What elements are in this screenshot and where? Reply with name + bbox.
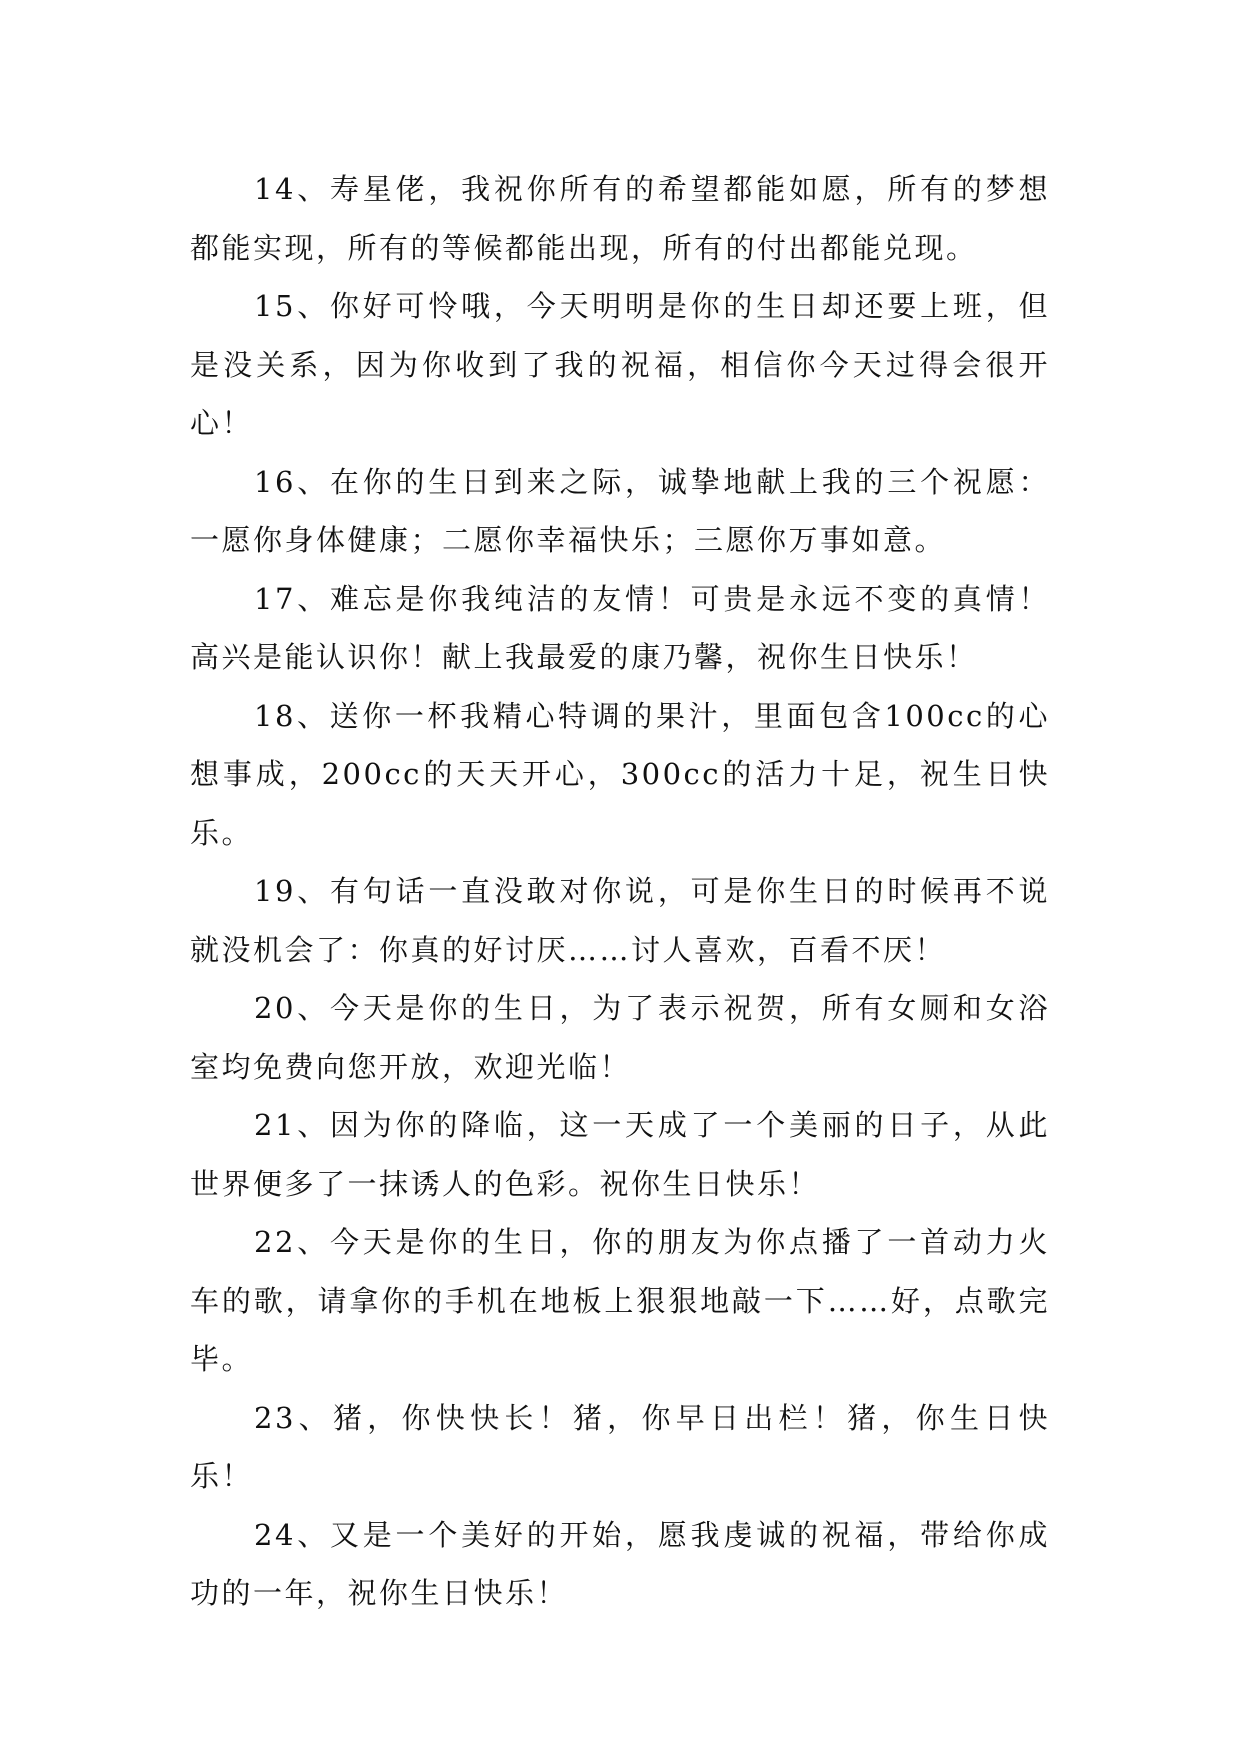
paragraph-21: 21、因为你的降临，这一天成了一个美丽的日子，从此世界便多了一抹诱人的色彩。祝你生日快乐！ — [190, 1108, 1050, 1201]
paragraph-20: 20、今天是你的生日，为了表示祝贺，所有女厕和女浴室均免费向您开放，欢迎光临！ — [190, 991, 1050, 1084]
paragraph-16: 16、在你的生日到来之际，诚挚地献上我的三个祝愿：一愿你身体健康；二愿你幸福快乐；三愿你万事如意。 — [190, 464, 1050, 557]
document-body — [190, 160, 1050, 1623]
paragraph-19: 19、有句话一直没敢对你说，可是你生日的时候再不说就没机会了：你真的好讨厌……讨人喜欢，百看不厌！ — [190, 874, 1050, 967]
paragraph-17: 17、难忘是你我纯洁的友情！可贵是永远不变的真情！高兴是能认识你！献上我最爱的康乃馨，祝你生日快乐！ — [190, 581, 1050, 674]
paragraph-18: 18、送你一杯我精心特调的果汁，里面包含100cc的心想事成，200cc的天天开心，300cc的活力十足，祝生日快乐。 — [190, 698, 1050, 850]
paragraph-15: 15、你好可怜哦，今天明明是你的生日却还要上班，但是没关系，因为你收到了我的祝福，相信你今天过得会很开心！ — [190, 289, 1050, 440]
paragraph-24: 24、又是一个美好的开始，愿我虔诚的祝福，带给你成功的一年，祝你生日快乐！ — [190, 1517, 1050, 1610]
paragraph-22: 22、今天是你的生日，你的朋友为你点播了一首动力火车的歌，请拿你的手机在地板上狠狠地敲一下……好，点歌完毕。 — [190, 1225, 1050, 1376]
paragraph-14: 14、寿星佬，我祝你所有的希望都能如愿，所有的梦想都能实现，所有的等候都能出现，所有的付出都能兑现。 — [190, 172, 1050, 265]
paragraph-23: 23、猪，你快快长！猪，你早日出栏！猪，你生日快乐！ — [190, 1400, 1050, 1493]
